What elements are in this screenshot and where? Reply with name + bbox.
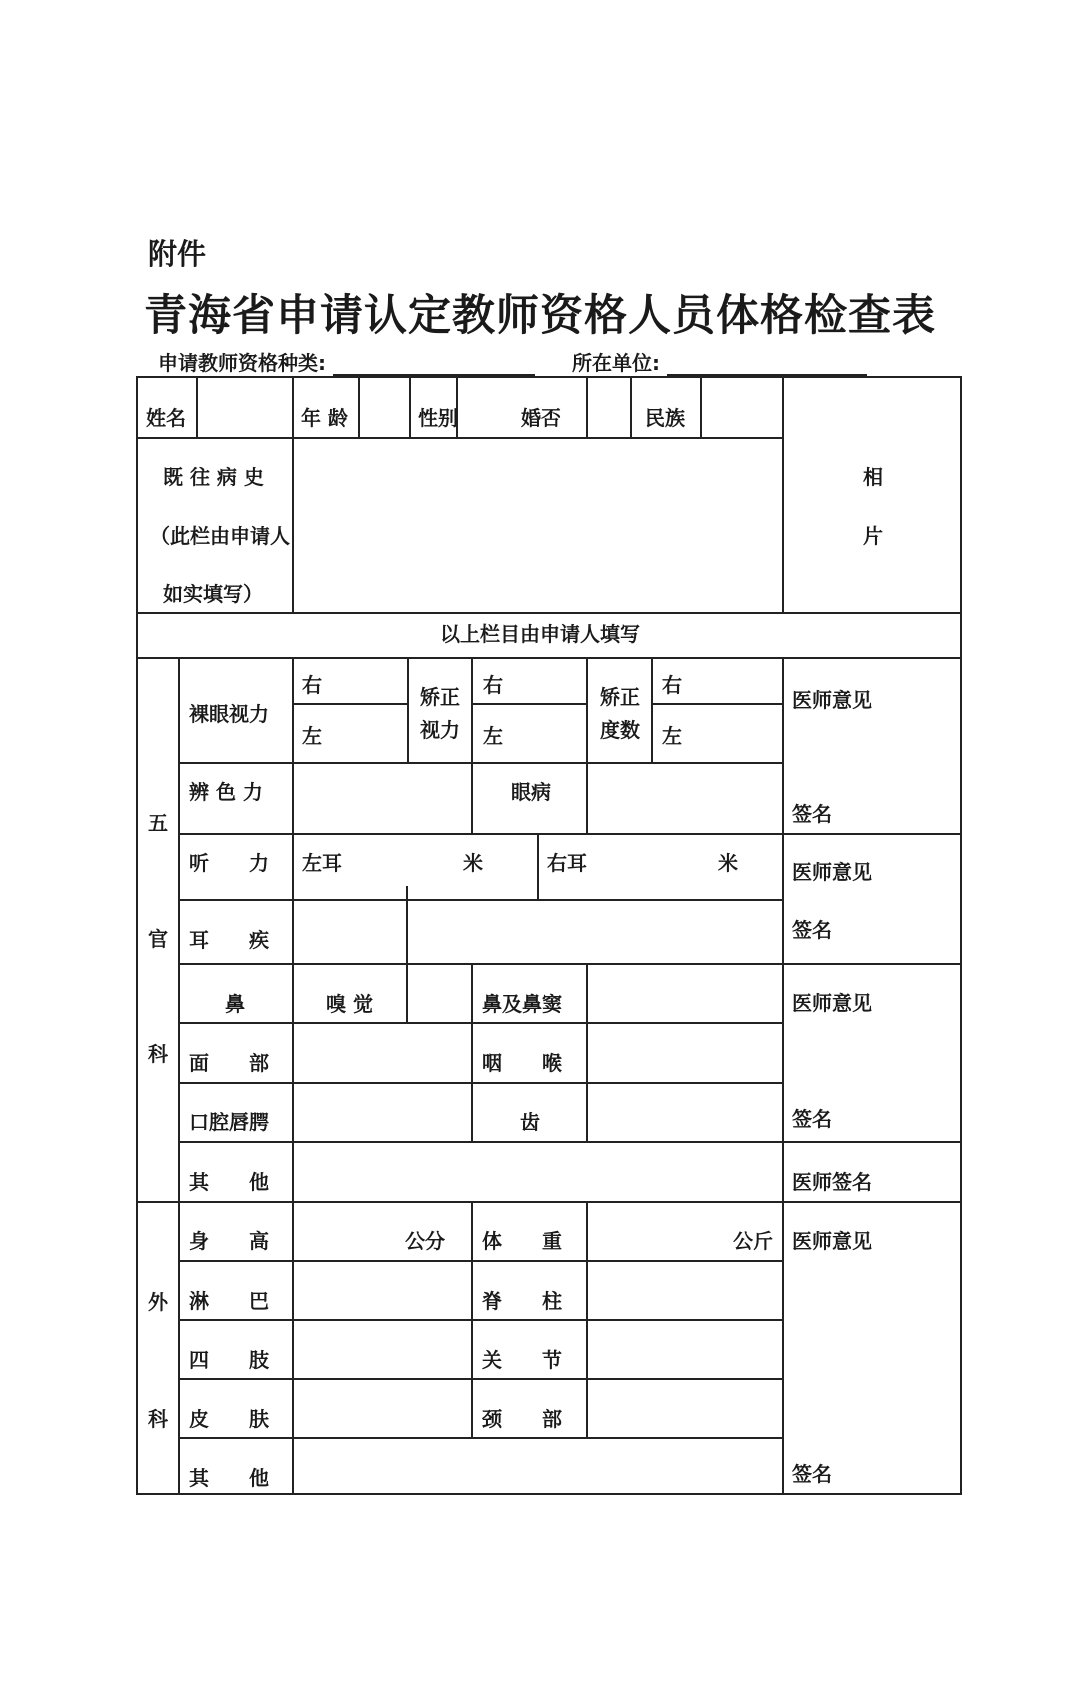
surgery-other-label: 其 他	[189, 1466, 269, 1490]
smell-label: 嗅 觉	[326, 992, 373, 1016]
medical-history-note-1: （此栏由申请人	[150, 524, 290, 548]
form-title: 青海省申请认定教师资格人员体格检查表	[144, 291, 936, 341]
color-vision-label: 辨 色 力	[189, 780, 263, 804]
table-rule-v	[292, 376, 294, 437]
eye-doctor-opinion-label: 医师意见	[792, 688, 872, 712]
eye-signature-label: 签名	[792, 802, 832, 826]
table-rule-h	[471, 703, 586, 705]
weight-label: 体 重	[482, 1229, 562, 1253]
hearing-label: 听 力	[189, 851, 269, 875]
nose-label: 鼻	[225, 992, 245, 1016]
right-ear-meter-unit: 米	[718, 851, 738, 875]
table-rule-v	[782, 1201, 784, 1495]
age-label: 年 龄	[301, 406, 348, 430]
corrected-vision-left-label: 左	[483, 724, 503, 748]
photo-label-2: 片	[863, 524, 883, 548]
table-rule-h	[136, 612, 962, 614]
table-rule-v	[196, 376, 198, 437]
corrected-degree-left-label: 左	[662, 724, 682, 748]
medical-history-note-2: 如实填写）	[163, 582, 263, 606]
table-rule-h	[178, 899, 782, 901]
surgery-section-char-1: 外	[148, 1290, 168, 1314]
spine-label: 脊 柱	[482, 1289, 562, 1313]
table-rule-h	[136, 437, 782, 439]
table-rule-h	[136, 1201, 962, 1203]
table-rule-v	[586, 963, 588, 1141]
ent-doctor-opinion-label: 医师意见	[792, 991, 872, 1015]
table-rule-h	[178, 833, 962, 835]
corrected-degree-label-1: 矫正	[600, 685, 640, 709]
corrected-degree-right-label: 右	[662, 673, 682, 697]
table-rule-v	[471, 762, 473, 833]
ear-disease-label: 耳 疾	[189, 928, 269, 952]
corrected-vision-label-2: 视力	[420, 718, 460, 742]
table-rule-h	[178, 1022, 782, 1024]
table-rule-h	[178, 1082, 782, 1084]
table-rule-v	[358, 376, 360, 437]
surgery-signature-label: 签名	[792, 1462, 832, 1486]
table-rule-h	[178, 1378, 782, 1380]
naked-vision-label: 裸眼视力	[189, 702, 269, 726]
neck-label: 颈 部	[482, 1407, 562, 1431]
table-rule-v	[292, 437, 294, 612]
naked-vision-right-label: 右	[302, 673, 322, 697]
table-rule-h	[178, 963, 962, 965]
teeth-label: 齿	[520, 1110, 540, 1134]
work-unit-label: 所在单位:	[572, 351, 660, 375]
table-rule-v	[586, 657, 588, 762]
table-rule-v	[407, 657, 409, 762]
table-rule-v	[586, 762, 588, 833]
table-rule-h	[178, 1319, 782, 1321]
table-rule-v	[292, 657, 294, 1201]
right-ear-label: 右耳	[547, 851, 587, 875]
limbs-label: 四 肢	[189, 1348, 269, 1372]
face-label: 面 部	[189, 1051, 269, 1075]
attachment-label: 附件	[148, 237, 207, 271]
qualification-type-label: 申请教师资格种类:	[158, 351, 326, 375]
table-rule-v	[409, 376, 411, 437]
photo-label-1: 相	[863, 465, 883, 489]
height-label: 身 高	[189, 1229, 269, 1253]
corrected-degree-label-2: 度数	[600, 718, 640, 742]
throat-label: 咽 喉	[482, 1051, 562, 1075]
skin-label: 皮 肤	[189, 1407, 269, 1431]
eent-doctor-signature-label: 医师签名	[792, 1170, 872, 1194]
name-label: 姓名	[146, 406, 186, 430]
table-rule-h	[178, 1141, 962, 1143]
ent-signature-label: 签名	[792, 1107, 832, 1131]
table-rule-v	[178, 1201, 180, 1495]
table-rule-v	[292, 1201, 294, 1495]
corrected-vision-label-1: 矫正	[420, 685, 460, 709]
table-rule-h	[136, 657, 962, 659]
nose-sinus-label: 鼻及鼻窦	[482, 992, 562, 1016]
lymph-label: 淋 巴	[189, 1289, 269, 1313]
table-rule-v	[471, 657, 473, 762]
surgery-section-char-2: 科	[148, 1407, 168, 1431]
table-rule-v	[406, 886, 408, 1022]
eent-section-char-2: 官	[148, 927, 168, 951]
table-rule-v	[782, 657, 784, 1201]
table-rule-v	[537, 833, 539, 899]
mouth-label: 口腔唇腭	[189, 1110, 269, 1134]
table-rule-v	[782, 376, 784, 612]
left-ear-label: 左耳	[302, 851, 342, 875]
left-ear-meter-unit: 米	[463, 851, 483, 875]
surgery-doctor-opinion-label: 医师意见	[792, 1229, 872, 1253]
naked-vision-left-label: 左	[302, 724, 322, 748]
table-rule-v	[630, 376, 632, 437]
ear-doctor-opinion-label: 医师意见	[792, 860, 872, 884]
ethnicity-label: 民族	[645, 406, 685, 430]
gender-label: 性别	[418, 406, 458, 430]
table-rule-v	[178, 657, 180, 1201]
applicant-fill-note: 以上栏目由申请人填写	[440, 622, 640, 646]
table-rule-v	[586, 376, 588, 437]
ear-signature-label: 签名	[792, 918, 832, 942]
table-rule-h	[178, 1260, 782, 1262]
weight-unit: 公斤	[733, 1229, 773, 1253]
eye-disease-label: 眼病	[511, 780, 551, 804]
eent-section-char-1: 五	[148, 811, 168, 835]
table-rule-h	[292, 703, 407, 705]
table-rule-v	[471, 963, 473, 1141]
table-rule-v	[700, 376, 702, 437]
table-rule-h	[178, 762, 782, 764]
height-unit: 公分	[405, 1229, 445, 1253]
eent-other-label: 其 他	[189, 1170, 269, 1194]
table-rule-h	[178, 1437, 782, 1439]
table-rule-v	[651, 657, 653, 762]
medical-history-label: 既 往 病 史	[163, 465, 264, 489]
marital-status-label: 婚否	[521, 406, 561, 430]
corrected-vision-right-label: 右	[483, 673, 503, 697]
eent-section-char-3: 科	[148, 1042, 168, 1066]
table-rule-h	[651, 703, 782, 705]
joints-label: 关 节	[482, 1348, 562, 1372]
